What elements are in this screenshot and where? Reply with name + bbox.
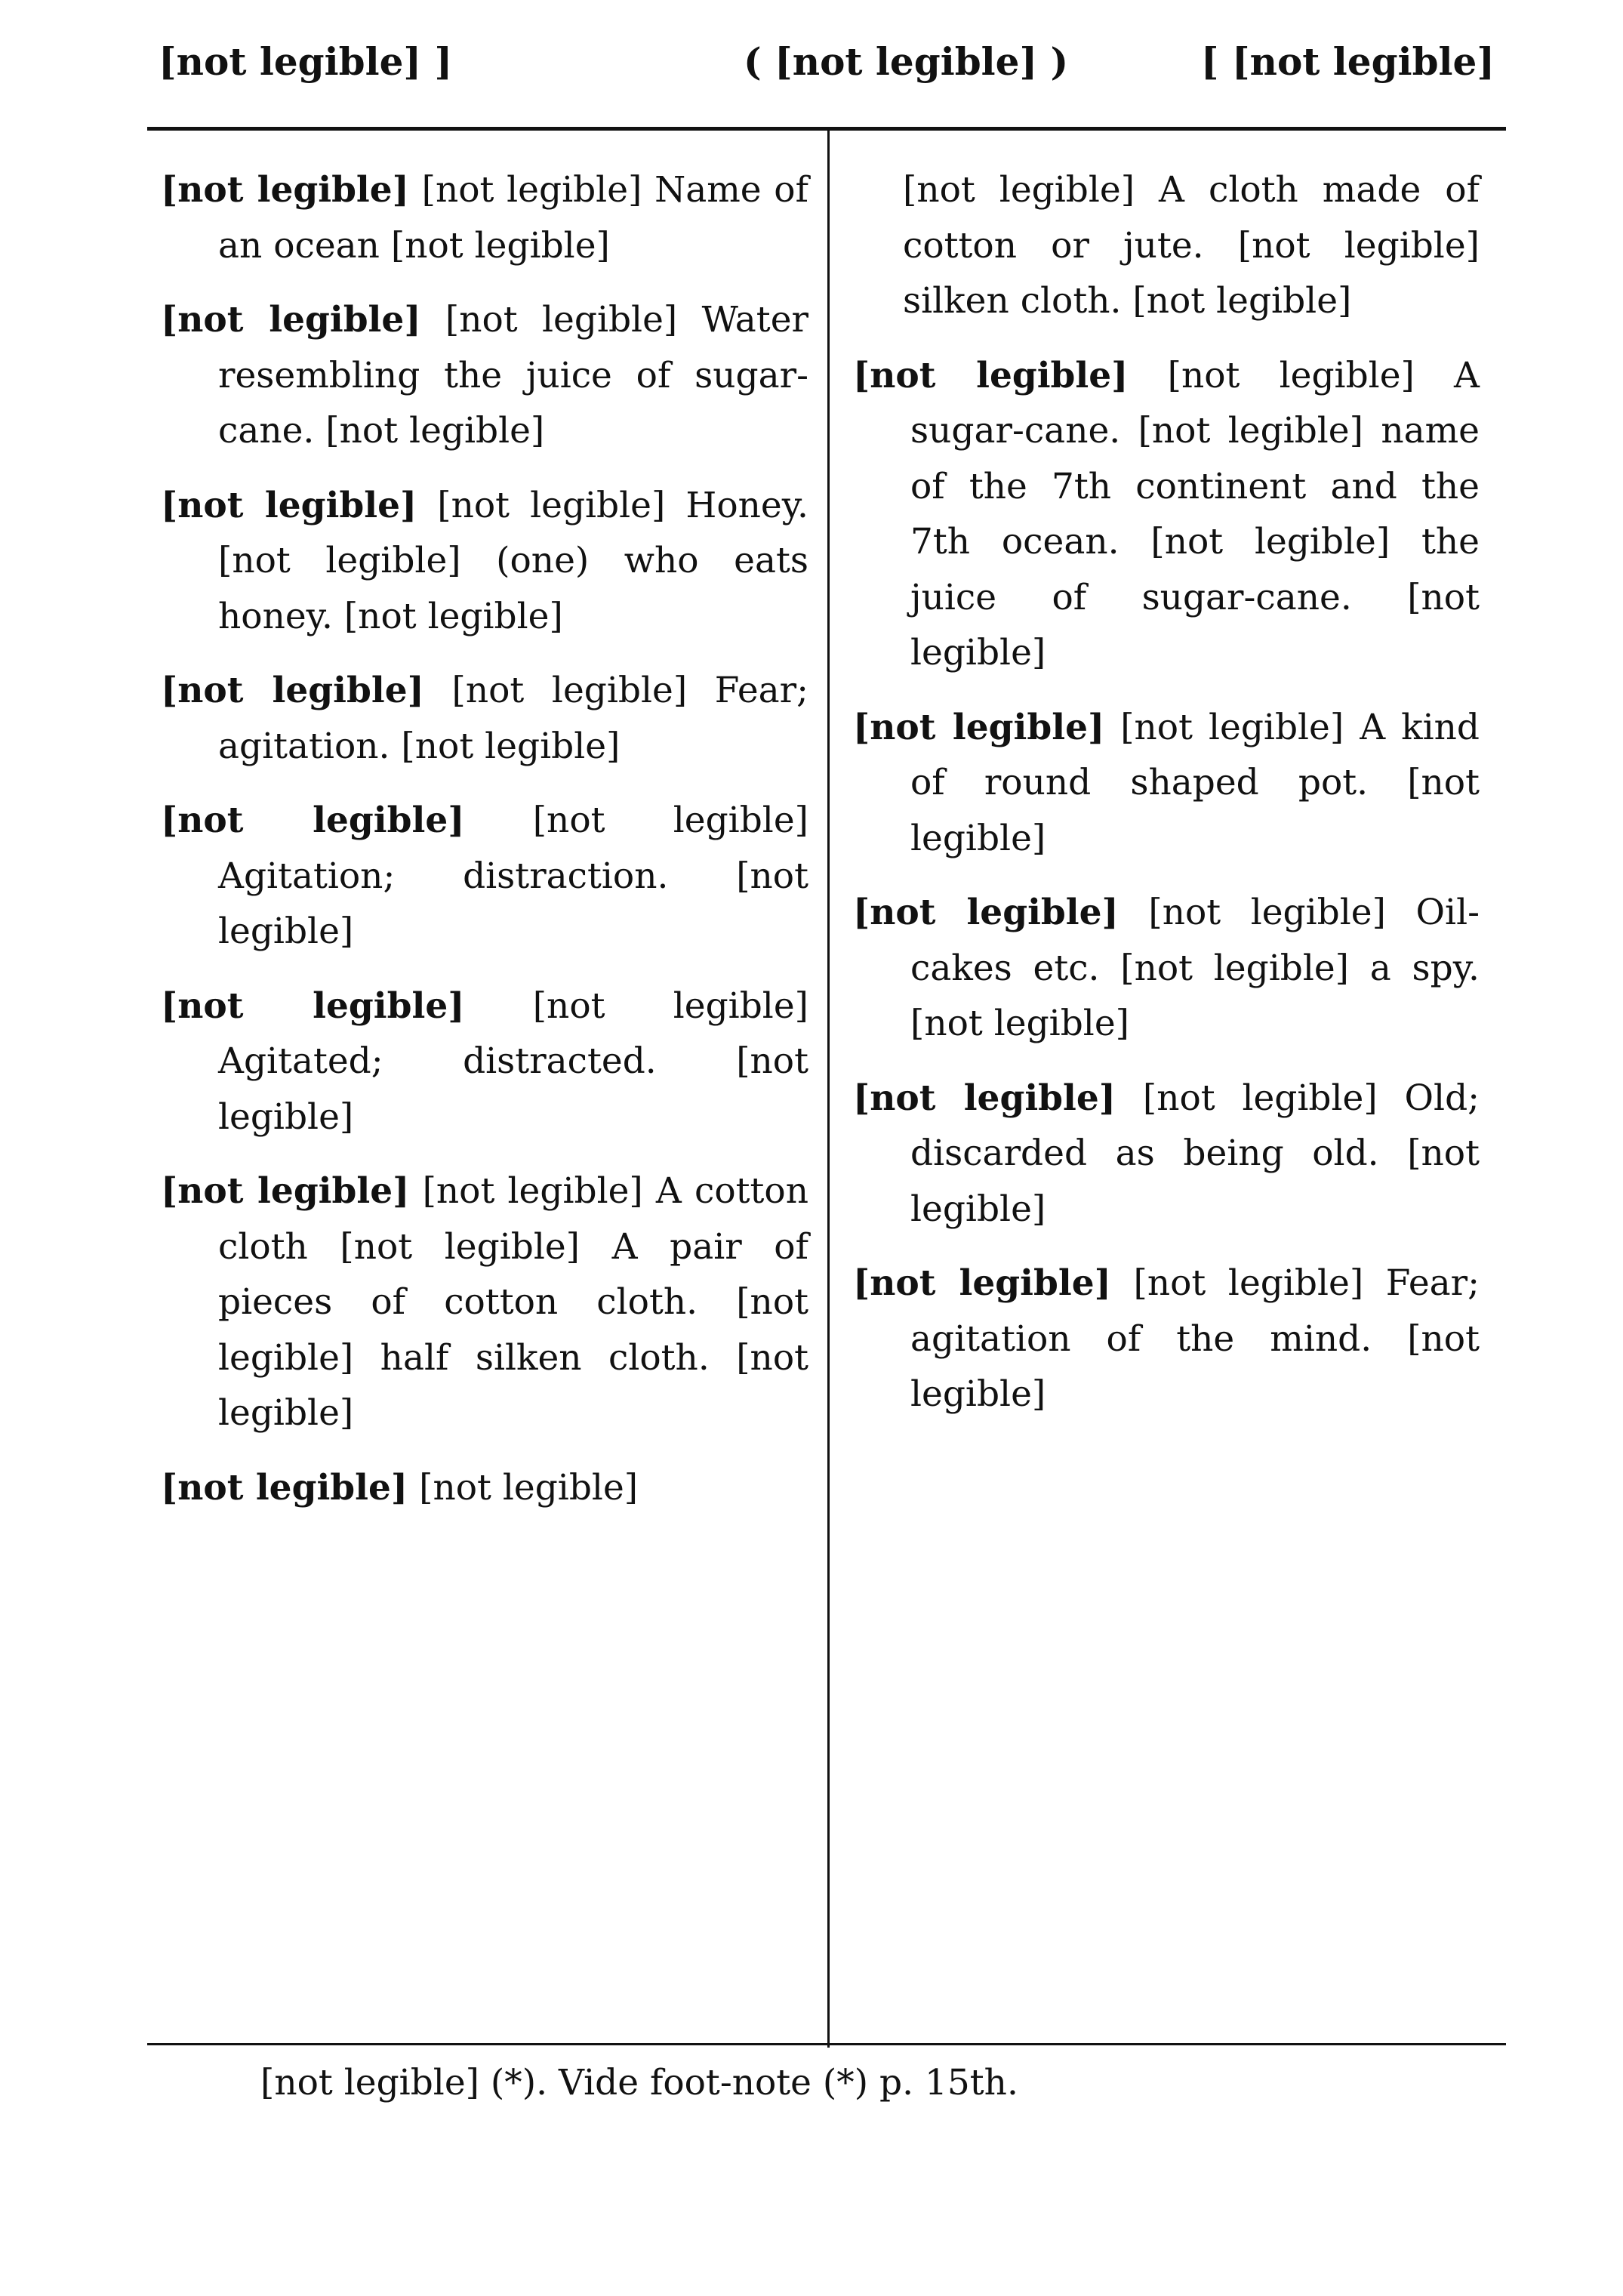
entry-headword: [not legible] [161, 169, 409, 211]
entry-headword: [not legible] [853, 892, 1119, 933]
header-left-guide-word: [not legible] ] [159, 39, 453, 84]
entry-text: [not legible] Honey. [not legible] (one) who eats honey. [not legible] [218, 484, 808, 637]
dictionary-entry [161, 1460, 808, 1516]
entry-text: [not legible] Water resembling the juice of sugar-cane. [not legible] [218, 299, 808, 451]
column-divider [827, 130, 830, 2048]
header-rule [147, 127, 1506, 131]
footnote [155, 2055, 1506, 2111]
entry-headword: [not legible] [161, 670, 424, 711]
entry-text: [not legible] Agitated; distracted. [not legible] [218, 985, 808, 1138]
dictionary-entry [853, 348, 1480, 681]
entry-text: [not legible] A kind of round shaped pot. [not legible] [910, 706, 1480, 859]
footnote-text: [not legible] (*). Vide foot-note (*) p. 15th. [260, 2062, 1018, 2103]
entry-text: [not legible] A cloth made of cotton or jute. [not legible] silken cloth. [not legible] [903, 169, 1480, 322]
entry-headword: [not legible] [161, 299, 421, 341]
dictionary-entry [853, 1071, 1480, 1237]
header-right-guide-word: [ [not legible] [1200, 39, 1495, 84]
entry-headword: [not legible] [161, 1466, 408, 1509]
entry-text: [not legible] Oil-cakes etc. [not legible] a spy. [not legible] [910, 892, 1480, 1044]
footnote-rule [147, 2043, 1506, 2045]
entry-text: [not legible] Old; discarded as being old. [not legible] [910, 1077, 1480, 1230]
left-column [161, 162, 808, 1534]
dictionary-entry [853, 1256, 1480, 1422]
entry-headword: [not legible] [853, 1262, 1111, 1304]
entry-text: [not legible] Agitation; distraction. [not legible] [218, 800, 808, 952]
entry-headword: [not legible] [853, 706, 1105, 748]
entry-text: [not legible] Fear; agitation. [not legible] [218, 670, 808, 767]
entry-text: [not legible] A sugar-cane. [not legible] name of the 7th continent and the 7th ocean. [not legible] the juice of sugar-cane. [not legible] [910, 354, 1480, 673]
dictionary-entry [161, 478, 808, 645]
page-number: ( [not legible] ) [744, 39, 1069, 84]
entry-text: [not legible] A cotton cloth [not legible] A pair of pieces of cotton cloth. [not legible] half silken cloth. [not legible] [218, 1170, 808, 1434]
entry-headword: [not legible] [161, 800, 465, 841]
entry-headword: [not legible] [853, 1077, 1116, 1119]
entry-headword: [not legible] [161, 1170, 410, 1212]
dictionary-entry [161, 292, 808, 459]
dictionary-entry [161, 162, 808, 273]
entry-text: [not legible] Name of an ocean [not legible] [218, 169, 808, 267]
dictionary-entry [161, 978, 808, 1145]
dictionary-entry [161, 793, 808, 960]
dictionary-entry [853, 700, 1480, 867]
dictionary-entry [161, 1163, 808, 1441]
continued-entry [853, 162, 1480, 329]
dictionary-entry [853, 885, 1480, 1052]
entry-headword: [not legible] [161, 484, 417, 526]
entry-text: [not legible] [419, 1466, 639, 1509]
entry-text: [not legible] Fear; agitation of the mind. [not legible] [910, 1262, 1480, 1415]
entry-headword: [not legible] [853, 354, 1129, 396]
dictionary-entry [161, 663, 808, 774]
right-column [853, 162, 1480, 1441]
entry-headword: [not legible] [161, 985, 465, 1027]
